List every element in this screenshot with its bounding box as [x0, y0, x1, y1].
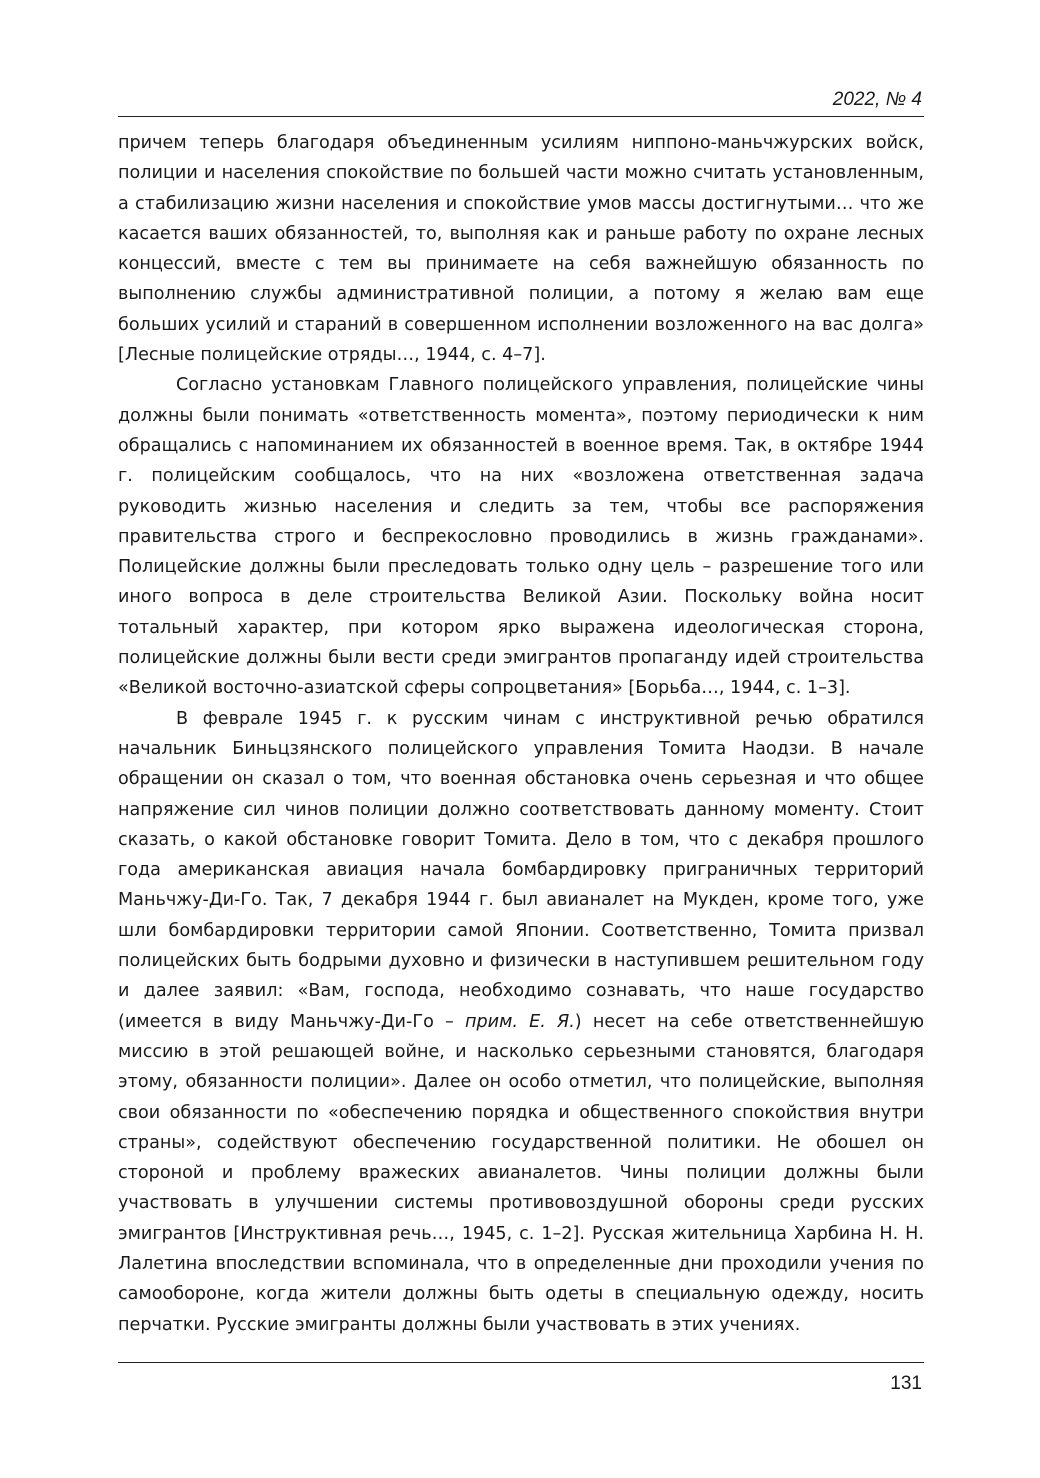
footer-rule [118, 1362, 924, 1363]
paragraph-1: причем теперь благодаря объединенным усилиям ниппоно-маньчжурских войск, полиции и населения спокойствие по большей части можно считать установленным, а стабилизацию жизни населения и спокойствие умов массы достигнутыми… что же касается ваших обязанностей, то, выполняя как и раньше работу по охране лесных концессий, вместе с тем вы принимаете на себя важнейшую обязанность по выполнению службы административной полиции, а потому я желаю вам еще больших усилий и стараний в совершенном исполнении возложенного на вас долга» [Лесные полицейские отряды…, 1944, с. 4–7]. [118, 133, 924, 366]
paragraph-2: Согласно установкам Главного полицейского управления, полицейские чины должны были понимать «ответственность момента», поэтому периодически к ним обращались с напоминанием их обязанностей в военное время. Так, в октябре 1944 г. полицейским сообщалось, что на них «возложена ответственная задача руководить жизнью населения и следить за тем, чтобы все распоряжения правительства строго и беспрекословно проводились в жизнь гражданами». Полицейские должны были преследовать только одну цель – разрешение того или иного вопроса в деле строительства Великой Азии. Поскольку война носит тотальный характер, при котором ярко выражена идеологическая сторона, полицейские должны были вести среди эмигрантов пропаганду идей строительства «Великой восточно-азиатской сферы сопроцветания» [Борьба…, 1944, с. 1–3]. [118, 375, 924, 699]
paragraph-3-part-1: В феврале 1945 г. к русским чинам с инструктивной речью обратился начальник Биньцзянского полицейского управления Томита Наодзи. В начале обращении он сказал о том, что военная обстановка очень серьезная и что общее напряжение сил чинов полиции должно соответствовать данному моменту. Стоит сказать, о какой обстановке говорит Томита. Дело в том, что с декабря прошлого года американская авиация начала бомбардировку приграничных территорий Маньчжу-Ди-Го. Так, 7 декабря 1944 г. был авианалет на Мукден, кроме того, уже шли бомбардировки территории самой Японии. Соответственно, Томита призвал полицейских быть бодрыми духовно и физически в наступившем решительном году и далее заявил: «Вам, господа, необходимо сознавать, что наше государство (имеется в виду Маньчжу-Ди-Го – [118, 708, 924, 1032]
paragraph-3 [118, 704, 924, 1340]
running-header [118, 88, 924, 117]
article-body [118, 128, 924, 1340]
paragraph-3-part-2: ) несет на себе ответственнейшую миссию в этой решающей войне, и насколько серьезными становятся, благодаря этому, обязанности полиции». Далее он особо отметил, что полицейские, выполняя свои обязанности по «обеспечению порядка и общественного спокойствия внутри страны», содействуют обеспечению государственной политики. Не обошел он стороной и проблему вражеских авианалетов. Чины полиции должны были участвовать в улучшении системы противовоздушной обороны среди русских эмигрантов [Инструктивная речь…, 1945, с. 1–2]. Русская жительница Харбина Н. Н. Лалетина впоследствии вспоминала, что в определенные дни проходили учения по самообороне, когда жители должны быть одеты в специальную одежду, носить перчатки. Русские эмигранты должны были участвовать в этих учениях. [118, 1011, 925, 1335]
page-number: 131 [890, 1373, 922, 1394]
journal-issue: 2022, № 4 [832, 89, 922, 110]
editor-note: прим. Е. Я. [464, 1011, 575, 1032]
